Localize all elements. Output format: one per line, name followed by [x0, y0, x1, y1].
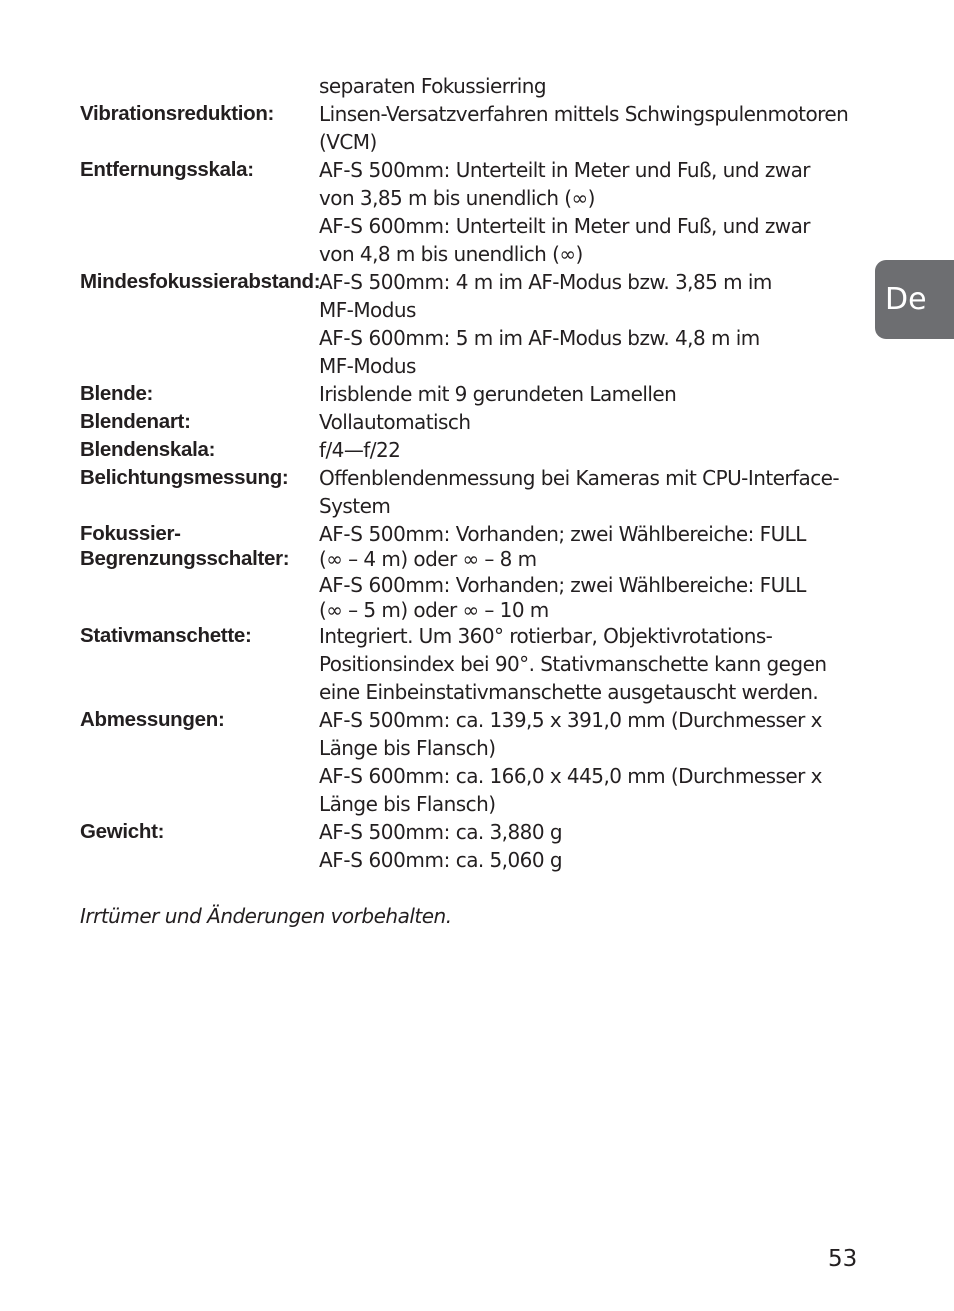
spec-line	[0, 818, 954, 846]
spec-value	[319, 846, 562, 874]
spec-label: Belichtungsmessung:	[80, 466, 289, 489]
spec-value	[319, 352, 416, 380]
spec-text: separaten Fokussierring	[319, 74, 547, 98]
spec-text: MF-Modus	[319, 354, 416, 378]
spec-line	[0, 464, 954, 492]
spec-label: Fokussier-	[80, 522, 181, 545]
spec-value	[319, 545, 537, 573]
spec-text: Offenblendenmessung bei Kameras mit CPU-Interface-	[319, 466, 840, 490]
spec-label: Begrenzungsschalter:	[80, 547, 290, 570]
spec-label: Blendenart:	[80, 410, 191, 433]
spec-text: (∞ – 4 m) oder ∞ – 8 m	[319, 547, 537, 571]
spec-value	[319, 296, 416, 324]
spec-line	[0, 184, 954, 212]
spec-line	[0, 268, 954, 296]
spec-text: 5 m im AF-Modus bzw. 4,8 m im	[449, 326, 760, 350]
spec-text: Unterteilt in Meter und Fuß, und zwar	[449, 158, 810, 182]
spec-value	[319, 184, 595, 212]
spec-text: Vollautomatisch	[319, 410, 471, 434]
spec-line	[0, 790, 954, 818]
spec-text: von 4,8 m bis unendlich (∞)	[319, 242, 583, 266]
spec-line	[0, 156, 954, 184]
page-number: 53	[828, 1246, 858, 1272]
spec-line	[0, 734, 954, 762]
spec-line	[0, 520, 954, 548]
spec-value	[319, 734, 495, 762]
spec-line	[0, 762, 954, 790]
spec-value	[319, 464, 839, 492]
spec-text: (VCM)	[319, 130, 377, 154]
spec-text: Integriert. Um 360° rotierbar, Objektivrotations-	[319, 624, 773, 648]
spec-line	[0, 72, 954, 100]
spec-text: eine Einbeinstativmanschette ausgetauscht werden.	[319, 680, 819, 704]
spec-label: Stativmanschette:	[80, 624, 252, 647]
spec-text: Irisblende mit 9 gerundeten Lamellen	[319, 382, 677, 406]
spec-label: Abmessungen:	[80, 708, 225, 731]
spec-text: ca. 3,880 g	[449, 820, 562, 844]
spec-label: Mindesfokussierabstand:	[80, 270, 321, 293]
spec-model: AF-S 500mm:	[319, 820, 450, 844]
spec-value	[319, 622, 772, 650]
spec-value	[319, 436, 400, 464]
spec-text: Länge bis Flansch)	[319, 736, 496, 760]
spec-line	[0, 596, 954, 624]
spec-text: Vorhanden; zwei Wählbereiche: FULL	[449, 573, 806, 597]
spec-value	[319, 520, 806, 548]
spec-line	[0, 212, 954, 240]
spec-text: Unterteilt in Meter und Fuß, und zwar	[449, 214, 810, 238]
spec-line	[0, 296, 954, 324]
spec-model: AF-S 600mm:	[319, 326, 450, 350]
spec-value	[319, 596, 549, 624]
language-tab: De	[875, 260, 954, 339]
spec-line	[0, 622, 954, 650]
spec-line	[0, 380, 954, 408]
spec-text: MF-Modus	[319, 298, 416, 322]
spec-line	[0, 352, 954, 380]
spec-label: Entfernungsskala:	[80, 158, 254, 181]
spec-value	[319, 100, 848, 128]
spec-value	[319, 380, 676, 408]
disclaimer-note: Irrtümer und Änderungen vorbehalten.	[80, 904, 452, 928]
spec-model: AF-S 600mm:	[319, 848, 450, 872]
spec-value	[319, 268, 772, 296]
spec-value	[319, 212, 810, 240]
spec-line	[0, 492, 954, 520]
spec-model: AF-S 500mm:	[319, 708, 450, 732]
spec-value	[319, 650, 826, 678]
spec-line	[0, 100, 954, 128]
spec-line	[0, 846, 954, 874]
spec-text: (∞ – 5 m) oder ∞ – 10 m	[319, 598, 549, 622]
spec-value	[319, 156, 810, 184]
spec-line	[0, 545, 954, 573]
spec-value	[319, 706, 822, 734]
spec-line	[0, 240, 954, 268]
spec-value	[319, 240, 583, 268]
spec-label: Vibrationsreduktion:	[80, 102, 275, 125]
spec-line	[0, 408, 954, 436]
spec-value	[319, 790, 495, 818]
spec-model: AF-S 500mm:	[319, 522, 450, 546]
spec-value	[319, 128, 377, 156]
spec-model: AF-S 600mm:	[319, 573, 450, 597]
spec-line	[0, 324, 954, 352]
spec-line	[0, 678, 954, 706]
spec-value	[319, 818, 562, 846]
spec-value	[319, 492, 390, 520]
spec-line	[0, 128, 954, 156]
spec-line	[0, 571, 954, 599]
spec-model: AF-S 500mm:	[319, 158, 450, 182]
spec-text: Vorhanden; zwei Wählbereiche: FULL	[449, 522, 806, 546]
spec-text: ca. 139,5 x 391,0 mm (Durchmesser x	[449, 708, 822, 732]
spec-text: ca. 5,060 g	[449, 848, 562, 872]
spec-text: ca. 166,0 x 445,0 mm (Durchmesser x	[449, 764, 822, 788]
spec-model: AF-S 600mm:	[319, 214, 450, 238]
spec-label: Blendenskala:	[80, 438, 216, 461]
spec-model: AF-S 500mm:	[319, 270, 450, 294]
spec-value	[319, 324, 760, 352]
spec-text: von 3,85 m bis unendlich (∞)	[319, 186, 595, 210]
spec-text: Länge bis Flansch)	[319, 792, 496, 816]
spec-model: AF-S 600mm:	[319, 764, 450, 788]
spec-text: Positionsindex bei 90°. Stativmanschette kann gegen	[319, 652, 827, 676]
spec-value	[319, 678, 818, 706]
spec-value	[319, 762, 822, 790]
spec-line	[0, 650, 954, 678]
spec-text: Linsen-Versatzverfahren mittels Schwingspulenmotoren	[319, 102, 849, 126]
spec-label: Blende:	[80, 382, 154, 405]
spec-label: Gewicht:	[80, 820, 165, 843]
spec-line	[0, 436, 954, 464]
spec-value	[319, 571, 806, 599]
spec-text: 4 m im AF-Modus bzw. 3,85 m im	[449, 270, 772, 294]
spec-text: System	[319, 494, 391, 518]
spec-text: f/4—f/22	[319, 438, 401, 462]
spec-value	[319, 72, 546, 100]
spec-line	[0, 706, 954, 734]
spec-value	[319, 408, 470, 436]
